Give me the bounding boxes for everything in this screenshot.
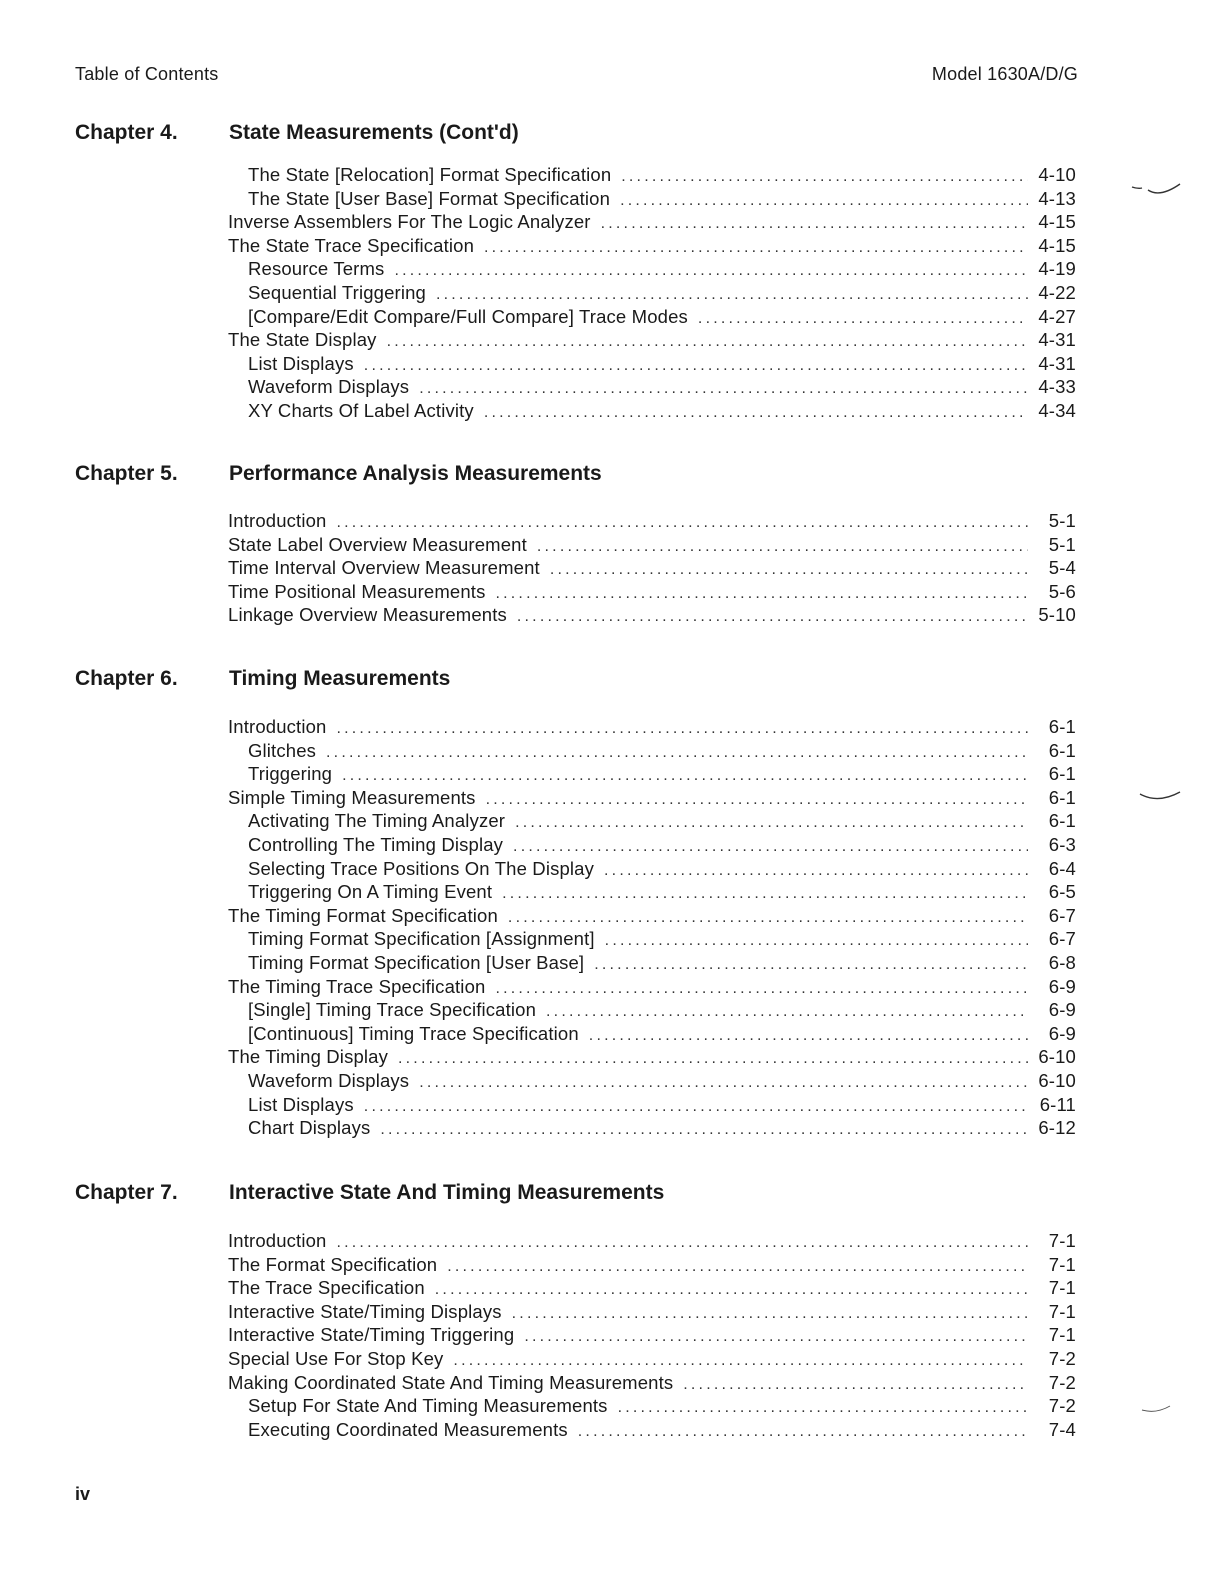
dot-leader xyxy=(495,980,1028,998)
toc-entry-title: The State [User Base] Format Specification xyxy=(248,187,611,209)
toc-entry-page: 6-1 xyxy=(1048,763,1076,785)
toc-entry xyxy=(228,928,1076,952)
dot-leader xyxy=(336,514,1028,532)
toc-entry xyxy=(228,376,1076,400)
toc-entry xyxy=(228,306,1076,330)
dot-leader xyxy=(394,262,1028,280)
dot-leader xyxy=(436,286,1028,304)
toc-entry xyxy=(228,188,1076,212)
toc-entry xyxy=(228,1230,1076,1254)
toc-entry-title: Introduction xyxy=(228,716,327,737)
toc-entry-page: 7-4 xyxy=(1048,1418,1076,1440)
toc-entry-title: Inverse Assemblers For The Logic Analyzer xyxy=(228,211,591,233)
toc-entry-title: Time Interval Overview Measurement xyxy=(228,557,540,579)
toc-entry-title: Linkage Overview Measurements xyxy=(228,604,507,626)
dot-leader xyxy=(486,791,1028,809)
toc-entry-title: [Single] Timing Trace Specification xyxy=(248,999,537,1021)
toc-entry xyxy=(228,1046,1076,1070)
toc-entry-title: [Compare/Edit Compare/Full Compare] Trace Modes xyxy=(248,305,688,327)
dot-leader xyxy=(515,814,1028,832)
toc-entry-title: Resource Terms xyxy=(248,258,385,280)
toc-entry-title: Special Use For Stop Key xyxy=(228,1347,444,1369)
toc-entry-page: 4-34 xyxy=(1038,399,1076,421)
toc-entry-title: List Displays xyxy=(248,1093,354,1115)
toc-entry-page: 6-1 xyxy=(1048,786,1076,808)
dot-leader xyxy=(419,380,1028,398)
dot-leader xyxy=(513,838,1028,856)
toc-entry-title: Executing Coordinated Measurements xyxy=(248,1418,568,1440)
toc-entry-title: Interactive State/Timing Displays xyxy=(228,1300,502,1322)
dot-leader xyxy=(683,1376,1028,1394)
chapter-title: Performance Analysis Measurements xyxy=(229,462,602,485)
toc-entry-page: 6-5 xyxy=(1048,881,1076,903)
toc-entry-page: 6-1 xyxy=(1048,716,1076,737)
chapter-number: Chapter 5. xyxy=(75,462,178,485)
toc-entry xyxy=(228,1324,1076,1348)
dot-leader xyxy=(364,357,1028,375)
toc-entry-page: 4-15 xyxy=(1038,234,1076,256)
dot-leader xyxy=(336,720,1028,738)
dot-leader xyxy=(435,1281,1028,1299)
toc-entry xyxy=(228,604,1076,628)
dot-leader xyxy=(364,1098,1028,1116)
toc-entry-title: The State Display xyxy=(228,329,377,351)
dot-leader xyxy=(380,1121,1028,1139)
toc-entry-title: Introduction xyxy=(228,1230,327,1251)
toc-entry-page: 4-10 xyxy=(1038,164,1076,185)
toc-entry xyxy=(228,510,1076,534)
toc-entry-title: Chart Displays xyxy=(248,1117,371,1139)
toc-entry-title: Waveform Displays xyxy=(248,376,410,398)
toc-entry-title: The Trace Specification xyxy=(228,1277,425,1299)
toc-entry xyxy=(228,999,1076,1023)
toc-entry xyxy=(228,1301,1076,1325)
toc-entry xyxy=(228,164,1076,188)
toc-entry-title: Making Coordinated State And Timing Measurements xyxy=(228,1371,674,1393)
running-header-model: Model 1630A/D/G xyxy=(931,64,1078,84)
toc-entry xyxy=(228,282,1076,306)
dot-leader xyxy=(517,608,1028,626)
toc-entry-page: 7-1 xyxy=(1048,1253,1076,1275)
toc-entry-page: 6-9 xyxy=(1048,999,1076,1021)
toc-entry-page: 5-6 xyxy=(1048,580,1076,602)
dot-leader xyxy=(453,1352,1028,1370)
dot-leader xyxy=(601,215,1028,233)
toc-entry xyxy=(228,1094,1076,1118)
toc-entry-title: Timing Format Specification [User Base] xyxy=(248,951,585,973)
chapter-number: Chapter 4. xyxy=(75,121,178,144)
chapter-4-entries xyxy=(228,164,1076,424)
dot-leader xyxy=(447,1258,1028,1276)
toc-entry-page: 4-13 xyxy=(1038,187,1076,209)
dot-leader xyxy=(336,1234,1028,1252)
dot-leader xyxy=(620,192,1028,210)
dot-leader xyxy=(589,1027,1028,1045)
toc-entry xyxy=(228,1348,1076,1372)
toc-entry-page: 5-1 xyxy=(1048,510,1076,531)
dot-leader xyxy=(618,1399,1028,1417)
dot-leader xyxy=(484,404,1028,422)
dot-leader xyxy=(605,932,1028,950)
dot-leader xyxy=(398,1050,1028,1068)
dot-leader xyxy=(594,956,1028,974)
page-number: iv xyxy=(75,1484,91,1504)
chapter-7-entries xyxy=(228,1230,1076,1442)
toc-entry-page: 6-7 xyxy=(1048,904,1076,926)
toc-entry-title: Waveform Displays xyxy=(248,1069,410,1091)
toc-entry-title: Activating The Timing Analyzer xyxy=(248,810,506,832)
dot-leader xyxy=(495,585,1028,603)
toc-entry xyxy=(228,716,1076,740)
toc-entry-title: Time Positional Measurements xyxy=(228,580,486,602)
toc-entry-page: 4-33 xyxy=(1038,376,1076,398)
toc-entry-title: The Format Specification xyxy=(228,1253,438,1275)
chapter-6-entries xyxy=(228,716,1076,1141)
toc-entry-page: 6-12 xyxy=(1038,1117,1076,1139)
toc-entry-title: Controlling The Timing Display xyxy=(248,833,504,855)
toc-entry xyxy=(228,1277,1076,1301)
toc-entry-page: 4-22 xyxy=(1038,281,1076,303)
toc-entry-title: Glitches xyxy=(248,739,317,761)
dot-leader xyxy=(387,333,1028,351)
toc-entry-title: XY Charts Of Label Activity xyxy=(248,399,474,421)
dot-leader xyxy=(546,1003,1028,1021)
toc-entry-page: 5-1 xyxy=(1048,533,1076,555)
dot-leader xyxy=(537,538,1028,556)
toc-entry-title: [Continuous] Timing Trace Specification xyxy=(248,1022,579,1044)
chapter-title: State Measurements (Cont'd) xyxy=(229,121,519,144)
toc-entry xyxy=(228,834,1076,858)
toc-entry xyxy=(228,211,1076,235)
chapter-number: Chapter 6. xyxy=(75,667,178,690)
dot-leader xyxy=(508,909,1028,927)
toc-entry-title: The State Trace Specification xyxy=(228,234,475,256)
toc-entry xyxy=(228,881,1076,905)
toc-entry-page: 7-1 xyxy=(1048,1230,1076,1251)
dot-leader xyxy=(578,1423,1028,1441)
toc-entry-title: Triggering On A Timing Event xyxy=(248,881,493,903)
dot-leader xyxy=(621,168,1028,186)
toc-entry xyxy=(228,763,1076,787)
toc-entry xyxy=(228,258,1076,282)
running-header-title: Table of Contents xyxy=(75,64,219,84)
toc-entry-page: 6-10 xyxy=(1038,1046,1076,1068)
dot-leader xyxy=(326,744,1028,762)
toc-entry-page: 6-8 xyxy=(1048,951,1076,973)
dot-leader xyxy=(524,1328,1028,1346)
toc-entry-page: 7-2 xyxy=(1048,1395,1076,1417)
dot-leader xyxy=(502,885,1028,903)
toc-entry xyxy=(228,534,1076,558)
toc-entry-page: 6-3 xyxy=(1048,833,1076,855)
toc-entry-page: 7-2 xyxy=(1048,1371,1076,1393)
toc-entry xyxy=(228,952,1076,976)
toc-entry-page: 4-31 xyxy=(1038,329,1076,351)
toc-entry-title: Timing Format Specification [Assignment] xyxy=(248,928,595,950)
toc-entry xyxy=(228,1419,1076,1443)
toc-entry-page: 5-4 xyxy=(1048,557,1076,579)
dot-leader xyxy=(419,1074,1028,1092)
toc-entry-page: 6-9 xyxy=(1048,1022,1076,1044)
toc-entry xyxy=(228,976,1076,1000)
toc-entry-page: 6-1 xyxy=(1048,739,1076,761)
toc-entry-title: Sequential Triggering xyxy=(248,281,426,303)
toc-entry xyxy=(228,353,1076,377)
chapter-title: Interactive State And Timing Measurements xyxy=(229,1181,665,1204)
toc-entry-page: 6-9 xyxy=(1048,975,1076,997)
toc-entry xyxy=(228,905,1076,929)
dot-leader xyxy=(604,862,1028,880)
toc-entry-title: Selecting Trace Positions On The Display xyxy=(248,857,595,879)
toc-entry xyxy=(228,740,1076,764)
dot-leader xyxy=(484,239,1028,257)
toc-entry-title: The Timing Display xyxy=(228,1046,389,1068)
toc-entry-page: 4-31 xyxy=(1038,352,1076,374)
toc-entry-title: The Timing Format Specification xyxy=(228,904,498,926)
toc-entry-page: 7-2 xyxy=(1048,1347,1076,1369)
toc-entry-title: List Displays xyxy=(248,352,354,374)
chapter-5-entries xyxy=(228,510,1076,628)
toc-entry xyxy=(228,329,1076,353)
toc-entry xyxy=(228,1117,1076,1141)
dot-leader xyxy=(342,767,1028,785)
margin-stroke-mark xyxy=(1138,1400,1178,1420)
toc-entry-page: 6-11 xyxy=(1039,1093,1076,1115)
toc-entry xyxy=(228,400,1076,424)
toc-entry-page: 6-7 xyxy=(1048,928,1076,950)
dot-leader xyxy=(512,1305,1028,1323)
toc-entry xyxy=(228,1395,1076,1419)
toc-entry xyxy=(228,581,1076,605)
toc-entry-page: 4-19 xyxy=(1038,258,1076,280)
toc-entry xyxy=(228,810,1076,834)
toc-entry-title: The State [Relocation] Format Specification xyxy=(248,164,612,185)
margin-stroke-mark xyxy=(1128,166,1188,206)
toc-entry-page: 7-1 xyxy=(1048,1277,1076,1299)
toc-entry xyxy=(228,858,1076,882)
toc-entry xyxy=(228,1254,1076,1278)
chapter-number: Chapter 7. xyxy=(75,1181,178,1204)
margin-stroke-mark xyxy=(1136,786,1186,810)
toc-entry-title: Setup For State And Timing Measurements xyxy=(248,1395,608,1417)
toc-entry xyxy=(228,1023,1076,1047)
toc-entry-title: Introduction xyxy=(228,510,327,531)
toc-entry xyxy=(228,235,1076,259)
toc-entry-page: 7-1 xyxy=(1048,1300,1076,1322)
toc-entry-page: 7-1 xyxy=(1048,1324,1076,1346)
toc-entry xyxy=(228,557,1076,581)
toc-entry xyxy=(228,1372,1076,1396)
toc-entry-page: 6-4 xyxy=(1048,857,1076,879)
toc-entry-title: State Label Overview Measurement xyxy=(228,533,527,555)
dot-leader xyxy=(698,310,1028,328)
toc-entry-title: Triggering xyxy=(248,763,333,785)
toc-entry-page: 4-27 xyxy=(1038,305,1076,327)
toc-entry-title: Interactive State/Timing Triggering xyxy=(228,1324,515,1346)
toc-entry-page: 5-10 xyxy=(1038,604,1076,626)
dot-leader xyxy=(550,561,1028,579)
toc-entry-title: The Timing Trace Specification xyxy=(228,975,486,997)
toc-entry-page: 4-15 xyxy=(1038,211,1076,233)
toc-entry-page: 6-1 xyxy=(1048,810,1076,832)
toc-entry-page: 6-10 xyxy=(1038,1069,1076,1091)
toc-entry-title: Simple Timing Measurements xyxy=(228,786,476,808)
chapter-title: Timing Measurements xyxy=(229,667,451,690)
toc-entry xyxy=(228,787,1076,811)
toc-entry xyxy=(228,1070,1076,1094)
